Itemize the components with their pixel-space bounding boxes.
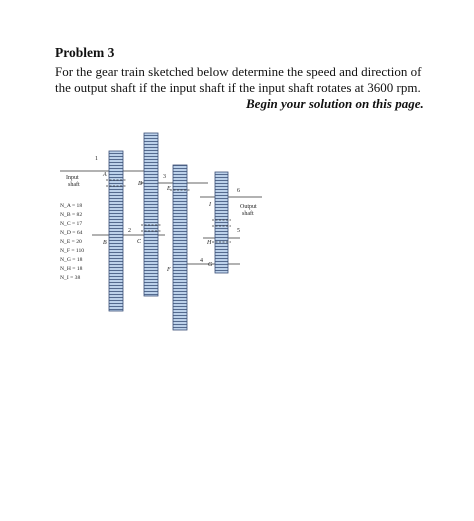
shafts: [60, 171, 262, 264]
shaft-number-4: 4: [200, 258, 203, 264]
input-shaft-label-2: shaft: [68, 182, 80, 188]
problem-title: Problem 3: [55, 45, 115, 60]
shaft-number-5: 5: [237, 228, 240, 234]
teeth-nc: N_C = 17: [60, 221, 83, 227]
teeth-ni: N_I = 38: [60, 275, 81, 281]
teeth-na: N_A = 18: [60, 203, 83, 209]
gear-a-b: [109, 151, 123, 311]
teeth-nh: N_H = 18: [60, 266, 83, 272]
teeth-nd: N_D = 64: [60, 230, 83, 236]
gear-letter-i: I: [209, 202, 211, 208]
gear-g-h-i: [215, 172, 228, 273]
gear-letter-a: A: [103, 172, 107, 178]
shaft-number-3: 3: [163, 174, 166, 180]
gear-letter-e: E: [167, 186, 171, 192]
shaft-number-2: 2: [128, 228, 131, 234]
gear-c-d: [144, 133, 158, 296]
gears: [109, 133, 228, 330]
gear-letter-f: F: [167, 267, 171, 273]
gear-letter-h: H: [207, 240, 212, 246]
problem-statement: For the gear train sketched below determine the speed and direction of the output shaft if the input shaft if the input shaft rotates at 3600 rpm.: [55, 64, 422, 95]
teeth-ng: N_G = 18: [60, 257, 83, 263]
teeth-nb: N_B = 82: [60, 212, 83, 218]
shaft-number-6: 6: [237, 188, 240, 194]
shaft-number-1: 1: [95, 156, 98, 162]
input-shaft-label-1: Input: [66, 175, 79, 181]
gear-letter-g: G: [208, 262, 213, 268]
solution-instruction: Begin your solution on this page.: [246, 96, 424, 111]
gear-letter-d: D: [138, 181, 143, 187]
teeth-ne: N_E = 20: [60, 239, 82, 245]
teeth-nf: N_F = 110: [60, 248, 85, 254]
output-shaft-label-1: Output: [240, 204, 257, 210]
output-shaft-label-2: shaft: [242, 211, 254, 217]
gear-letter-b: B: [103, 240, 107, 246]
gear-letter-c: C: [137, 239, 142, 245]
teeth-table: [60, 203, 84, 281]
